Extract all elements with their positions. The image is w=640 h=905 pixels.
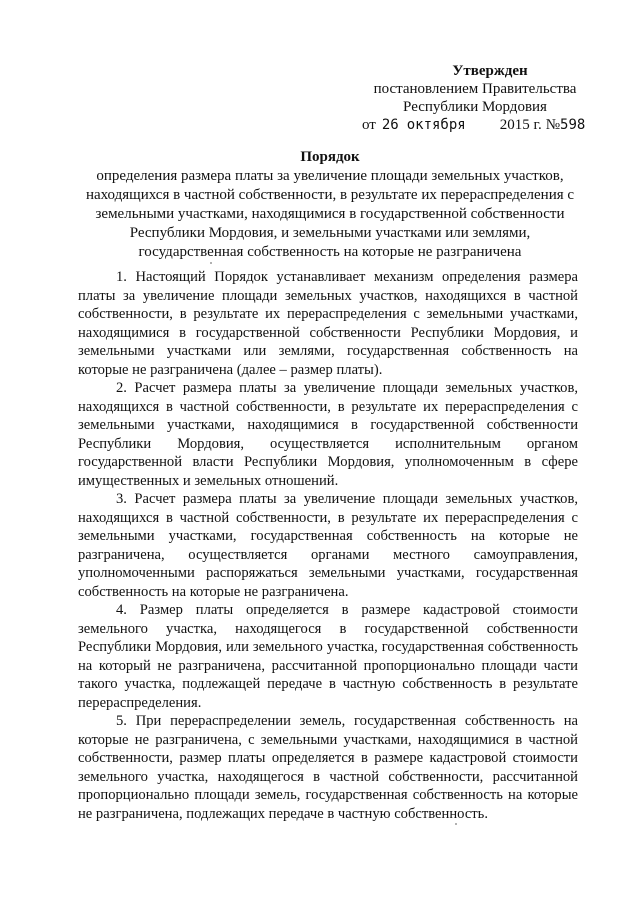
document-heading <box>80 148 580 262</box>
paragraph-3: 3. Расчет размера платы за увеличение площади земельных участков, находящихся в частной собственности, в результате их перераспределения с земельными участками, государственная собственность на которые не разграничена, осуществляется органами местного самоуправления, уполномоченными распоряжаться земельными участками, государственная собственность на которые не разграничена. <box>78 491 578 600</box>
document-title: Порядок <box>300 149 360 165</box>
document-body <box>78 268 578 823</box>
document-subtitle: определения размера платы за увеличение площади земельных участков, находящихся в частной собственности, в результате их перераспределения с земельными участками, находящимися в государственной собственности Республики Мордовия, и земельными участками или землями, государственная собственность на которые не разграничена <box>85 168 575 260</box>
paragraph-5: 5. При перераспределении земель, государственная собственность на которые не разграничена, с земельными участками, находящимися в частной собственности, размер платы определяется в размере кадастровой стоимости земельного участка, находящегося в частной собственности, рассчитанной пропорционально площади земель, государственная собственность на которые не разграничена, подлежащих передаче в частную собственность. <box>78 713 578 822</box>
number-prefix: № <box>545 117 561 133</box>
approval-month: октября <box>406 117 466 133</box>
date-prefix: от <box>362 117 376 133</box>
approval-line-2: Республики Мордовия <box>403 99 547 115</box>
approval-line-1: постановлением Правительства <box>373 81 577 97</box>
scan-speck <box>210 262 212 264</box>
paragraph-2: 2. Расчет размера платы за увеличение площади земельных участков, находящихся в частной собственности, в результате их перераспределения с земельными участками, находящимися в государственной собственности Республики Мордовия, осуществляется исполнительным органом государственной власти Республики Мордовия, уполномоченным в сфере имущественных и земельных отношений. <box>78 380 578 489</box>
approval-day: 26 <box>381 117 399 133</box>
approval-title: Утвержден <box>452 63 528 79</box>
approval-year: 2015 г. <box>499 117 542 133</box>
paragraph-1: 1. Настоящий Порядок устанавливает механизм определения размера платы за увеличение площади земельных участков, находящихся в частной собственности, в результате их перераспределения с земельными участками, находящимися в государственной собственности Республики Мордовия, и земельными участками или землями, государственная собственность на которые не разграничена (далее – размер платы). <box>78 269 578 378</box>
approval-number: 598 <box>560 117 586 133</box>
approval-stamp <box>360 62 590 134</box>
scan-speck <box>455 823 457 825</box>
paragraph-4: 4. Размер платы определяется в размере кадастровой стоимости земельного участка, находящегося в государственной собственности Республики Мордовия, или земельного участка, государственная собственность на который не разграничена, рассчитанной пропорционально площади части такого участка, подлежащей передаче в частную собственность в результате перераспределения. <box>78 602 578 711</box>
approval-date-line <box>360 116 590 134</box>
